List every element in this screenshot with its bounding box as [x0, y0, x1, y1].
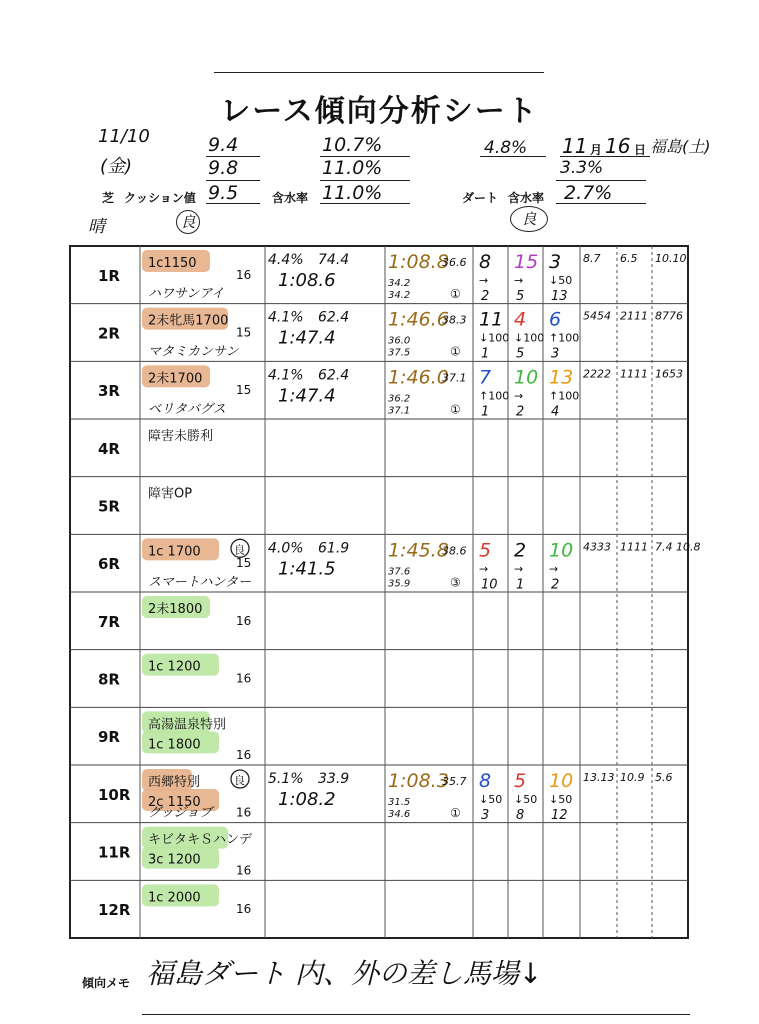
memo-label: 傾向メモ	[82, 976, 131, 990]
position-arrow: ↓50	[549, 274, 573, 287]
field-size: 16	[236, 748, 252, 762]
moisture-value: 4.0%	[268, 540, 304, 557]
day-value: 16	[605, 134, 631, 158]
winning-time: 1:47.4	[278, 327, 336, 349]
finish-position: 8	[516, 808, 525, 823]
race-time: 1:46.6	[388, 308, 449, 331]
race-number: 9R	[98, 728, 120, 747]
cushion-label: クッション値	[124, 191, 196, 205]
position-arrow: →	[514, 562, 524, 576]
horse-number: 15	[514, 251, 539, 273]
cushion-value: 74.4	[318, 252, 350, 268]
corner-positions: 8.7	[583, 252, 601, 265]
field-size: 16	[236, 671, 252, 686]
finish-position: 2	[481, 289, 490, 304]
race-time: 1:08.8	[388, 251, 449, 273]
winner-horse: マタミカンサン	[148, 344, 239, 360]
pace-mark: ①	[450, 344, 461, 359]
race-time: 1:46.0	[388, 366, 449, 389]
horse-number: 5	[514, 770, 527, 792]
pace-mark: ①	[450, 402, 461, 417]
pace-mark: ①	[450, 287, 461, 301]
moisture-value: 4.1%	[268, 367, 304, 384]
race-condition: 障害OP	[148, 486, 193, 502]
dirt-moisture-label: 含水率	[508, 191, 545, 205]
date-left: 11/10	[98, 126, 150, 147]
race-condition: 1c 2000	[148, 890, 201, 906]
split-2: 37.1	[388, 405, 411, 417]
pace-mark: ③	[450, 575, 461, 590]
pace-mark: ①	[450, 806, 461, 820]
race-condition: キビタキＳハンデ	[148, 832, 253, 848]
split-2: 37.5	[388, 347, 411, 359]
horse-number: 10	[549, 539, 574, 562]
split-2: 34.2	[388, 290, 411, 301]
race-condition: 2未1800	[148, 602, 203, 617]
horse-number: 8	[479, 251, 492, 273]
odds-value: 1653	[655, 367, 683, 381]
corner-positions-2: 10.9	[620, 771, 645, 784]
race-condition: 西郷特別	[148, 775, 201, 790]
finish-position: 10	[481, 577, 498, 593]
cushion-value: 62.4	[318, 367, 350, 384]
cushion-value-2: 9.8	[208, 157, 239, 179]
horse-number: 13	[549, 366, 574, 389]
horse-number: 8	[479, 770, 492, 792]
venue-value: 福島(土)	[650, 137, 711, 156]
day-label: 日	[634, 143, 647, 157]
horse-number: 5	[479, 539, 492, 562]
memo-text: 福島ダート 内、外の差し馬場↓	[146, 957, 543, 990]
odds-value: 5.6	[655, 771, 673, 784]
corner-positions-2: 1111	[620, 540, 648, 554]
race-time: 1:45.8	[388, 539, 449, 562]
position-arrow: ↑100	[549, 331, 580, 345]
position-arrow: →	[549, 562, 559, 576]
split-2: 35.9	[388, 578, 411, 590]
field-size: 16	[236, 863, 252, 878]
turf-label: 芝	[102, 191, 115, 205]
winning-time: 1:41.5	[278, 558, 336, 580]
turf-moisture-label: 含水率	[272, 191, 309, 205]
month-value: 11	[562, 134, 588, 158]
position-arrow: ↑100	[549, 389, 580, 403]
horse-number: 3	[549, 251, 562, 273]
field-size: 16	[236, 267, 252, 282]
corner-positions: 13.13	[583, 771, 615, 784]
split-1: 31.5	[388, 797, 411, 808]
position-arrow: →	[514, 274, 524, 287]
split-1: 37.6	[388, 566, 411, 578]
dirt-label: ダート	[462, 191, 499, 205]
race-number: 7R	[98, 612, 120, 631]
dirt-moisture-3: 2.7%	[564, 182, 613, 204]
race-number: 3R	[98, 382, 120, 401]
race-condition-2: 2c 1150	[148, 795, 201, 810]
finish-position: 13	[551, 289, 568, 304]
winner-horse: ベリタバグス	[148, 402, 226, 417]
race-condition: 2未1700	[148, 371, 203, 387]
month-label: 月	[590, 143, 603, 157]
odds-value: 8776	[655, 309, 683, 323]
cushion-value-1: 9.4	[208, 134, 239, 156]
race-number: 10R	[98, 785, 131, 804]
horse-number: 10	[549, 770, 574, 792]
odds-value: 10.10	[655, 252, 687, 265]
position-arrow: ↓100	[479, 331, 510, 345]
race-number: 1R	[98, 266, 120, 285]
page-title: レース傾向分析シート	[220, 94, 539, 129]
race-condition: 1c 1700	[148, 544, 201, 560]
cushion-value-3: 9.5	[208, 182, 239, 204]
moisture-value: 4.1%	[268, 309, 304, 326]
finish-position: 1	[481, 346, 490, 362]
moisture-value: 4.4%	[268, 252, 304, 268]
corner-positions-2: 2111	[620, 309, 648, 323]
last3f: 36.6	[442, 256, 467, 269]
last3f: 35.7	[442, 775, 467, 788]
memo-rule	[142, 1014, 690, 1015]
position-arrow: ↓50	[549, 793, 573, 806]
cushion-value: 62.4	[318, 309, 350, 326]
position-arrow: →	[479, 274, 489, 287]
position-arrow: ↓100	[514, 331, 545, 345]
corner-positions: 2222	[583, 367, 611, 381]
race-number: 4R	[98, 439, 120, 458]
split-1: 36.2	[388, 393, 411, 405]
horse-number: 10	[514, 366, 539, 389]
dirt-moisture-2: 3.3%	[560, 158, 604, 178]
winning-time: 1:08.2	[278, 789, 336, 810]
race-condition: 2未牝馬1700	[148, 313, 229, 329]
finish-position: 12	[551, 808, 568, 823]
field-size: 16	[236, 805, 252, 820]
position-arrow: ↓50	[514, 793, 538, 806]
weather-label: 晴	[88, 217, 105, 237]
winner-horse: ハワサンアイ	[148, 286, 225, 302]
field-size: 15	[236, 325, 252, 340]
horse-number: 7	[479, 366, 492, 389]
finish-position: 4	[551, 404, 560, 420]
corner-positions-2: 1111	[620, 367, 648, 381]
corner-positions: 4333	[583, 540, 611, 554]
field-size: 15	[236, 556, 252, 571]
finish-position: 1	[481, 404, 490, 420]
turf-moisture-1: 10.7%	[322, 134, 383, 156]
last3f: 37.1	[442, 371, 467, 385]
condition-mark: 良	[234, 543, 245, 557]
race-number: 2R	[98, 324, 120, 343]
race-time: 1:08.3	[388, 770, 449, 792]
odds-value: 7.4 10.8	[655, 540, 701, 554]
field-size: 16	[236, 613, 252, 628]
race-condition: 1c1150	[148, 256, 197, 271]
winning-time: 1:08.6	[278, 270, 336, 291]
moisture-value: 5.1%	[268, 771, 304, 787]
day-left: (金)	[100, 156, 133, 177]
finish-position: 3	[481, 808, 490, 823]
position-arrow: →	[479, 562, 489, 576]
horse-number: 4	[514, 308, 527, 331]
winner-horse: スマートハンター	[148, 575, 251, 590]
last3f: 38.3	[442, 313, 467, 327]
field-size: 16	[236, 902, 252, 917]
position-arrow: ↑100	[479, 389, 510, 403]
turf-condition-mark: 良	[176, 210, 200, 234]
field-size: 15	[236, 383, 252, 398]
split-2: 34.6	[388, 809, 411, 820]
winner-horse: グッジョブ	[148, 805, 213, 821]
race-condition: 1c 1200	[148, 659, 201, 675]
race-condition: 高湯温泉特別	[148, 717, 227, 733]
horse-number: 6	[549, 308, 562, 331]
corner-positions: 5454	[583, 309, 611, 323]
finish-position: 2	[551, 577, 560, 593]
horse-number: 2	[514, 539, 527, 562]
race-number: 11R	[98, 843, 131, 862]
condition-mark: 良	[234, 774, 245, 787]
cushion-value: 61.9	[318, 540, 350, 557]
dirt-condition-mark: 良	[510, 206, 548, 232]
split-1: 34.2	[388, 278, 411, 289]
race-condition-2: 1c 1800	[148, 737, 201, 753]
race-number: 5R	[98, 497, 120, 516]
race-number: 6R	[98, 555, 120, 574]
finish-position: 5	[516, 346, 525, 362]
position-arrow: ↓50	[479, 793, 503, 806]
finish-position: 5	[516, 289, 525, 304]
race-number: 8R	[98, 670, 120, 689]
turf-moisture-3: 11.0%	[322, 182, 383, 204]
winning-time: 1:47.4	[278, 385, 336, 407]
race-condition: 障害未勝利	[148, 429, 214, 444]
last3f: 38.6	[442, 544, 467, 558]
corner-positions-2: 6.5	[620, 252, 638, 265]
dirt-moisture-1: 4.8%	[484, 138, 528, 158]
finish-position: 3	[551, 346, 560, 362]
race-condition-2: 3c 1200	[148, 852, 201, 868]
position-arrow: →	[514, 389, 524, 403]
turf-moisture-2: 11.0%	[322, 157, 383, 179]
horse-number: 11	[479, 308, 504, 331]
finish-position: 1	[516, 577, 525, 593]
cushion-value: 33.9	[318, 771, 350, 787]
split-1: 36.0	[388, 335, 411, 347]
race-number: 12R	[98, 901, 131, 920]
finish-position: 2	[516, 404, 525, 420]
